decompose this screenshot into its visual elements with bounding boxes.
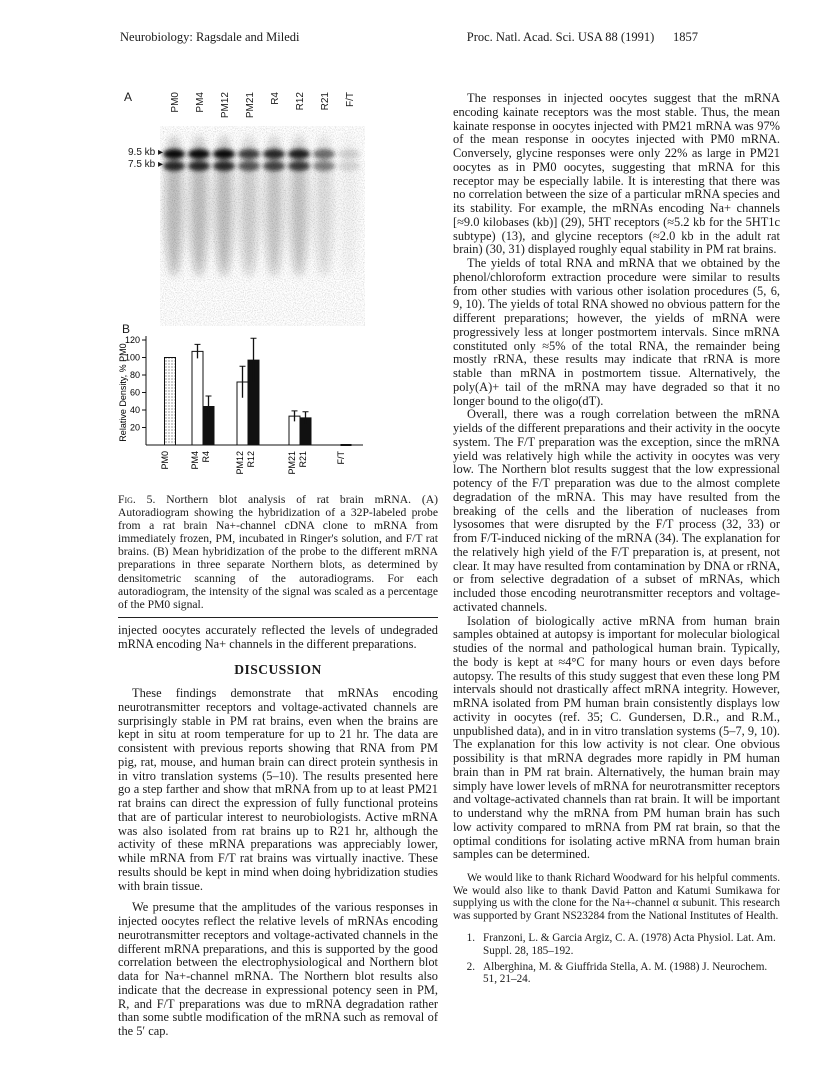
paragraph: The yields of total RNA and mRNA that we obtained by the phenol/chloroform extraction procedure were similar to results from other studies with various other isolation procedures (5, 6, 9, 10). The yields of total RNA showed no obvious pattern for the different preparations; however, the yields of mRNA were progressively less at longer postmortem intervals. Since mRNA constituted only ≈5% of the total RNA, the remainder being mostly rRNA, these results may indicate that rRNA is more stable than mRNA in postmortem tissue. Alternatively, the poly(A)+ tail of the mRNA may have degraded so that it no longer bound to the oligo(dT). [453,256,780,408]
northern-blot-autoradiogram [160,126,365,326]
running-head-right [467,30,698,45]
caption-text: Northern blot analysis of rat brain mRNA. (A) Autoradiogram showing the hybridization of a 32P-labeled probe from a rat brain Na+-channel cDNA clone to mRNA from immediately frozen, PM, incubated in Ringer's solution, and F/T rat brains. (B) Mean hybridization of the probe to the different mRNA preparations in three separate Northern blots, as determined by densitometric scanning of the autoradiograms. For each autoradiogram, the intensity of the signal was scaled as a percentage of the PM0 signal. [118,493,438,611]
lane-label: PM21 [245,92,256,119]
paragraph: injected oocytes accurately reflected the levels of undegraded mRNA encoding Na+ channels in the different preparations. [118,622,438,651]
reference-text: Franzoni, L. & Garcia Argiz, C. A. (1978) Acta Physiol. Lat. Am. Suppl. 28, 185–192. [483,932,776,957]
reference-item [453,932,780,957]
y-tick-label: 20 [129,422,140,433]
y-tick-label: 40 [129,405,140,415]
relative-density-bar-chart [108,330,378,490]
category-label: F/T [336,451,346,465]
reference-item [453,961,780,986]
paragraph: We presume that the amplitudes of the various responses in injected oocytes reflect the relative levels of mRNAs encoding neurotransmitter receptors and voltage-activated channels in the different mRNA preparations, and this is supported by the good correlation between the electrophysiological and Northern blot data for Na+-channel mRNA. The Northern blot results also indicate that the decrease in expressional potency seen in PM, R, and F/T preparations was due to mRNA degradation rather than some subtle modification of the mRNA such as removal of the 5′ cap. [118,900,438,1039]
lane-label: R21 [320,92,331,111]
caption-rule [118,617,438,618]
reference-list [453,932,780,985]
category-label: PM21 [287,451,297,475]
panel-b-label: B [122,322,131,336]
marker-9-5-kb: 9.5 kb ▸ [128,147,164,158]
reference-text: Alberghina, M. & Giuffrida Stella, A. M. (1988) J. Neurochem. 51, 21–24. [483,960,768,986]
category-label: R12 [246,451,256,468]
y-tick-label: 100 [124,352,140,363]
lane-label: PM4 [195,92,206,113]
reference-number: 1. [466,932,475,945]
running-head-left: Neurobiology: Ragsdale and Miledi [120,30,300,44]
y-tick-label: 80 [129,370,140,380]
bar [192,351,203,445]
category-label: PM0 [160,451,170,470]
journal-citation: Proc. Natl. Acad. Sci. USA 88 (1991) [466,30,655,44]
lane-label: R12 [295,92,306,111]
y-tick-label: 60 [129,387,140,398]
y-axis-label: Relative Density, % PM0 [118,343,128,442]
lane-label: PM0 [170,92,181,113]
caption-label: Fig. 5. [118,493,156,506]
right-column [453,92,780,989]
reference-number: 2. [466,960,475,973]
acknowledgments: We would like to thank Richard Woodward for his helpful comments. We would also like to thank David Patton and Katumi Sumikawa for supplying us with the clone for the Na+-channel α subunit. This research was supported by Grant NS23284 from the National Institutes of Health. [453,872,780,922]
y-tick-label: 120 [124,335,140,345]
category-label: R21 [298,451,308,468]
page-number: 1857 [673,30,698,44]
category-label: R4 [201,451,211,463]
paragraph: These findings demonstrate that mRNAs encoding neurotransmitter receptors and voltage-activated channels are surprisingly stable in PM rat brains, even when the brains are kept in situ at room temperature for up to 21 hr. The data are consistent with previous reports showing that RNA from PM pig, rat, mouse, and human brain can direct protein synthesis in in vitro translation systems (5–10). The results presented here go a step farther and show that mRNA from up to at least PM21 rat brains can direct the expression of fully functional proteins that are of particular interest to neurobiologists. Active mRNA was also isolated from rat brains up to R21 hr, although the activity of these mRNA preparations was appreciably lower, while mRNA from F/T rat brains was virtually inactive. These results should be kept in mind when doing hybridization studies with brain tissue. [118,686,438,893]
bar [165,358,176,446]
category-label: PM4 [190,451,200,470]
paragraph: Isolation of biologically active mRNA from human brain samples obtained at autopsy is important for molecular biological studies of the normal and pathological human brain. Typically, the body is kept at ≈4°C for many hours or even days before autopsy. The results of this study suggest that even these long PM intervals should not drastically affect mRNA integrity. However, mRNA isolated from PM human brain consistently displays low activity in oocytes (ref. 35; C. Gundersen, D.R., and R.M., unpublished data), and in in vitro translation systems (5–7, 9, 10). The explanation for this low activity is not clear. One obvious possibility is that mRNA degrades more rapidly in PM human brain than in PM rat brain. Alternatively, the human brain may simply have lower levels of mRNA for neurotransmitter receptors and voltage-activated channels than rat brain. It will be important to understand why the mRNA from PM human brain has such low activity compared to mRNA from PM rat brain, so that the optimal conditions for isolating active mRNA from human brain samples can be determined. [453,613,780,862]
category-label: PM12 [235,451,245,475]
lane-label: F/T [345,92,356,107]
paragraph: Overall, there was a rough correlation between the mRNA yields of the different preparations and their activity in the oocyte system. The F/T preparation was the exception, since the mRNA yield was relatively high while the activity in oocytes was very low. The Northern blot results suggest that the low expressional potency of the F/T preparation was due to the almost complete degradation of the mRNA. This may have resulted from the breaking of the cells and the liberation of nucleases from lysosomes that were disrupted by the F/T process (32, 33) or from F/T-induced nicking of the mRNA (34). The explanation for the relatively high yield of the F/T preparation is, at present, not clear. It may have resulted from contamination by DNA or rRNA, or from selective degradation of a subset of mRNAs, which included those encoding neurotransmitter receptors and voltage-activated channels. [453,407,780,614]
lane-label: PM12 [220,92,231,119]
section-title: DISCUSSION [234,662,322,678]
lane-label: R4 [270,92,281,105]
figure-caption [118,493,438,611]
marker-7-5-kb: 7.5 kb ▸ [128,159,164,170]
left-column [118,493,438,1039]
panel-a-label: A [124,90,133,104]
paragraph: The responses in injected oocytes suggest that the mRNA encoding kainate receptors was the most stable. Thus, the mean kainate response in oocytes injected with PM21 mRNA was 97% of the mean response in oocytes injected with PM0 mRNA. Conversely, glycine responses were only 22% as large in PM21 oocytes as in PM0 oocytes, suggesting that mRNA for this receptor may be especially labile. It is interesting that there was no correlation between the size of a particular mRNA species and its stability. For example, the mRNAs encoding Na+ channels [≈9.0 kilobases (kb)] (29), 5HT receptors (≈5.2 kb for the 5HT1c subtype) (13), and glycine receptors (≈2.0 kb in the adult rat brain) (30, 31) displayed roughly equal stability in PM rat brains. [453,91,780,257]
